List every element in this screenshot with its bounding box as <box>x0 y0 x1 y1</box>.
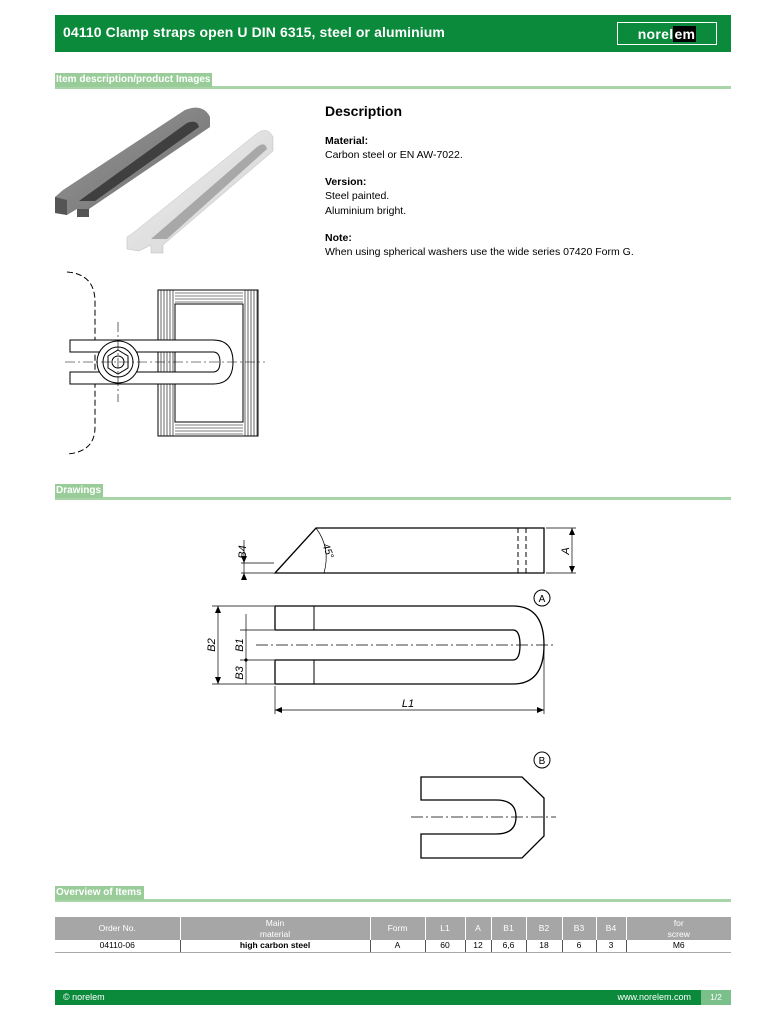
cell-for-screw: M6 <box>626 940 731 952</box>
section-item-description <box>55 73 731 90</box>
cell-l1: 60 <box>425 940 465 952</box>
dim-label-b4: B4 <box>237 545 249 559</box>
form-label-a: A <box>538 594 546 605</box>
logo-text: norelem <box>637 25 696 42</box>
header-bar <box>55 15 731 52</box>
dim-label-l1: L1 <box>401 698 415 710</box>
footer-page-number: 1/2 <box>701 990 731 1005</box>
version-line: Aluminium bright. <box>325 205 407 217</box>
form-label-b: B <box>538 756 546 767</box>
cell-b3: 6 <box>562 940 596 952</box>
col-header-b3: B3 <box>562 917 596 940</box>
section-divider <box>55 899 731 902</box>
cell-order-no: 04110-06 <box>55 940 180 952</box>
footer-website-link[interactable]: www.norelem.com <box>617 992 691 1002</box>
table-header-row <box>55 917 731 940</box>
version-line: Steel painted. <box>325 190 390 202</box>
section-divider <box>55 497 731 500</box>
description-title: Description <box>325 103 403 119</box>
material-value: Carbon steel or EN AW-7022. <box>325 149 463 161</box>
cell-a: 12 <box>465 940 491 952</box>
section-label-drawings: Drawings <box>56 485 102 496</box>
dim-label-b3: B3 <box>234 666 246 680</box>
material-label: Material: <box>325 135 369 147</box>
col-header-l1: L1 <box>425 917 465 940</box>
norelem-logo <box>617 22 717 45</box>
footer-bar <box>55 990 731 1005</box>
dim-label-angle: 45° <box>319 542 336 561</box>
note-value: When using spherical washers use the wide series 07420 Form G. <box>325 246 634 258</box>
table-row <box>55 940 731 952</box>
footer-copyright: © norelem <box>63 992 105 1002</box>
col-header-b2: B2 <box>526 917 562 940</box>
col-header-form: Form <box>370 917 425 940</box>
col-header-b4: B4 <box>596 917 626 940</box>
product-photo <box>55 105 275 257</box>
col-header-main-material: Main material <box>180 917 370 940</box>
note-label: Note: <box>325 232 352 244</box>
cell-b4: 3 <box>596 940 626 952</box>
section-drawings <box>55 484 731 501</box>
application-sketch <box>55 262 275 462</box>
cell-b2: 18 <box>526 940 562 952</box>
page-title: 04110 Clamp straps open U DIN 6315, steel or aluminium <box>63 24 445 40</box>
version-label: Version: <box>325 176 367 188</box>
section-label-overview: Overview of Items <box>56 887 142 898</box>
dim-label-b1: B1 <box>234 638 246 652</box>
dim-label-a: A <box>560 547 572 555</box>
col-header-a: A <box>465 917 491 940</box>
description-panel <box>325 103 725 260</box>
cell-b1: 6,6 <box>491 940 526 952</box>
items-table <box>55 917 731 953</box>
cell-main-material: high carbon steel <box>180 940 370 952</box>
dim-label-b2: B2 <box>206 638 218 652</box>
section-label-item-description: Item description/product Images <box>56 74 211 85</box>
col-header-for-screw: for screw <box>626 917 731 940</box>
section-overview <box>55 886 731 903</box>
cell-form: A <box>370 940 425 952</box>
technical-drawing <box>196 518 591 866</box>
col-header-b1: B1 <box>491 917 526 940</box>
col-header-order-no: Order No. <box>55 917 180 940</box>
